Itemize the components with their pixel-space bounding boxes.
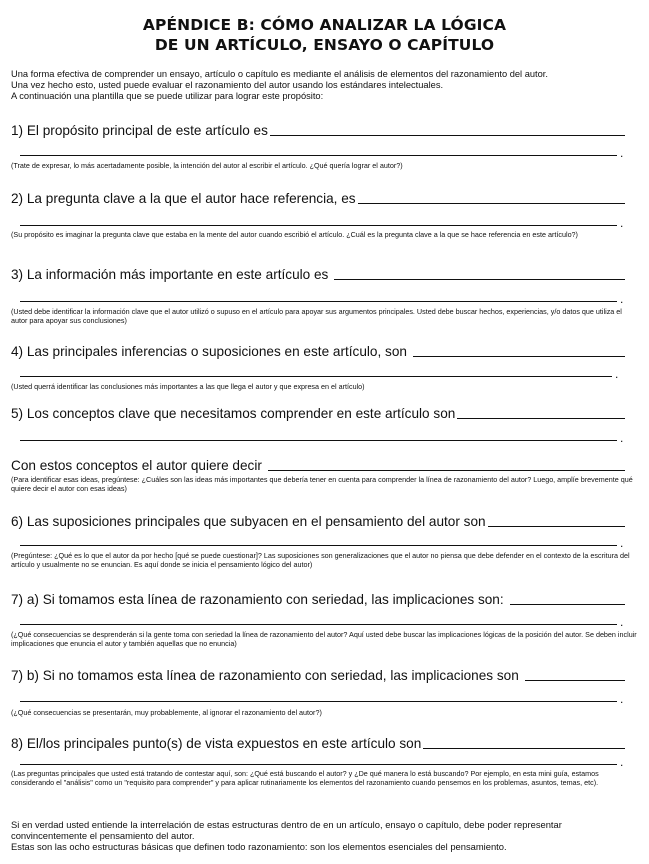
question-3: [11, 266, 625, 283]
question-3-period: .: [620, 292, 624, 306]
title-line-2: DE UN ARTÍCULO, ENSAYO O CAPÍTULO: [154, 36, 495, 54]
question-7b-hint: (¿Qué consecuencias se presentarán, muy probablemente, al ignorar el razonamiento del autor?): [11, 708, 322, 717]
question-3-prompt: 3) La información más importante en este artículo es: [11, 267, 329, 282]
question-2: [11, 190, 625, 207]
question-1-answer-line[interactable]: [270, 135, 625, 136]
question-8-prompt: 8) El/los principales punto(s) de vista expuestos en este artículo son: [11, 736, 422, 751]
question-2-answer-line[interactable]: [358, 203, 625, 204]
question-7b-prompt: 7) b) Si no tomamos esta línea de razonamiento con seriedad, las implicaciones son: [11, 668, 519, 683]
question-1-period: .: [620, 146, 624, 160]
question-2-period: .: [620, 216, 624, 230]
question-4-period: .: [615, 367, 619, 381]
question-2-hint: (Su propósito es imaginar la pregunta clave que estaba en la mente del autor cuando escribió el artículo. ¿Cuál es la pregunta clave a la que se hace referencia en este artículo?): [11, 230, 578, 239]
footer-line-2: convincentemente el pensamiento del autor.: [11, 830, 195, 842]
intro-line-2: Una vez hecho esto, usted puede evaluar el razonamiento del autor usando los estándares intelectuales.: [11, 80, 444, 90]
question-5-answer-line-2[interactable]: [20, 440, 617, 441]
question-7a-period: .: [620, 615, 624, 629]
question-2-answer-line-2[interactable]: [20, 225, 617, 226]
question-6-prompt: 6) Las suposiciones principales que subyacen en el pensamiento del autor son: [11, 514, 486, 529]
question-6-answer-line[interactable]: [488, 526, 625, 527]
question-7b-answer-line-2[interactable]: [20, 701, 617, 702]
concepts-meaning-hint: (Para identificar esas ideas, pregúntese: ¿Cuáles son las ideas más importantes que debería tener en cuenta para comprender la línea de razonamiento del autor? Luego, amplíe brevemente qué quiere decir el autor con esas ideas): [11, 475, 633, 493]
question-7a-answer-line-2[interactable]: [20, 624, 617, 625]
question-5-answer-line[interactable]: [457, 418, 625, 419]
question-7b: [11, 667, 625, 684]
title-line-1: APÉNDICE B: CÓMO ANALIZAR LA LÓGICA: [142, 16, 507, 34]
question-3-answer-line[interactable]: [334, 279, 625, 280]
question-8: [11, 735, 625, 752]
question-6-answer-line-2[interactable]: [20, 545, 617, 546]
question-6-period: .: [620, 536, 624, 550]
question-3-answer-line-2[interactable]: [20, 301, 617, 302]
intro-paragraph: [11, 69, 641, 102]
question-5-period: .: [620, 431, 624, 445]
question-6: [11, 513, 625, 530]
question-5-prompt: 5) Los conceptos clave que necesitamos comprender en este artículo son: [11, 406, 456, 421]
question-1-hint: (Trate de expresar, lo más acertadamente posible, la intención del autor al escribir el artículo. ¿Qué quería lograr el autor?): [11, 161, 403, 170]
question-4-answer-line[interactable]: [413, 356, 625, 357]
question-7a-prompt: 7) a) Si tomamos esta línea de razonamiento con seriedad, las implicaciones son:: [11, 592, 504, 607]
question-1-prompt: 1) El propósito principal de este artículo es: [11, 123, 268, 138]
question-8-answer-line-2[interactable]: [20, 764, 617, 765]
question-4: [11, 343, 625, 360]
question-1-answer-line-2[interactable]: [20, 155, 617, 156]
question-4-answer-line-2[interactable]: [20, 376, 612, 377]
question-2-prompt: 2) La pregunta clave a la que el autor hace referencia, es: [11, 191, 356, 206]
question-5: [11, 405, 625, 422]
intro-line-3: A continuación una plantilla que se puede utilizar para lograr este propósito:: [11, 91, 324, 101]
question-4-prompt: 4) Las principales inferencias o suposiciones en este artículo, son: [11, 344, 407, 359]
question-7b-answer-line[interactable]: [525, 680, 625, 681]
question-8-answer-line[interactable]: [423, 748, 625, 749]
question-8-hint: (Las preguntas principales que usted está tratando de contestar aquí, son: ¿Qué está buscando el autor? y ¿De qué manera lo está buscando? Por ejemplo, en esta mini guía, estamos considerando el "análisis" como un "requisito para comprender" y para aplicar rutinariamente los elementos del razonamiento cuando pensemos en los problemas, asuntos, temas, etc).: [11, 769, 599, 787]
question-4-hint: (Usted querrá identificar las conclusiones más importantes a las que llega el autor y que expresa en el artículo): [11, 382, 365, 391]
intro-line-1: Una forma efectiva de comprender un ensayo, artículo o capítulo es mediante el análisis de elementos del razonamiento del autor.: [11, 69, 548, 79]
question-7a-hint: (¿Qué consecuencias se desprenderán si la gente toma con seriedad la línea de razonamiento del autor? Aquí usted debe buscar las implicaciones lógicas de la posición del autor. Se deben incluir implicaciones que enuncia el autor y también aquellas que no enuncia): [11, 630, 637, 648]
question-7a-answer-line[interactable]: [510, 604, 625, 605]
question-7a: [11, 591, 625, 608]
question-3-hint: (Usted debe identificar la información clave que el autor utilizó o supuso en el artículo para apoyar sus argumentos principales. Usted debe buscar hechos, experiencias, y/o datos que utiliza el autor para apoyar sus conclusiones): [11, 307, 622, 325]
concepts-meaning-prompt: Con estos conceptos el autor quiere decir: [11, 458, 262, 473]
question-1: [11, 122, 625, 139]
question-7b-period: .: [620, 692, 624, 706]
footer-paragraph: [11, 819, 641, 853]
question-6-hint: (Pregúntese: ¿Qué es lo que el autor da por hecho [qué se puede cuestionar]? Las suposiciones son generalizaciones que el autor no piensa que debe defender en el contexto de la escritura del artículo y usualmente no se enuncian. Es aquí donde se inicia el pensamiento lógico del autor): [11, 551, 630, 569]
question-8-period: .: [620, 755, 624, 769]
concepts-meaning-answer-line[interactable]: [268, 470, 625, 471]
footer-line-1: Si en verdad usted entiende la interrelación de estas estructuras dentro de en un artículo, ensayo o capítulo, debe poder representar: [11, 819, 562, 830]
footer-line-3: Estas son las ocho estructuras básicas que definen todo razonamiento: son los elementos esenciales del pensamiento.: [11, 841, 507, 853]
concepts-meaning: [11, 457, 625, 474]
